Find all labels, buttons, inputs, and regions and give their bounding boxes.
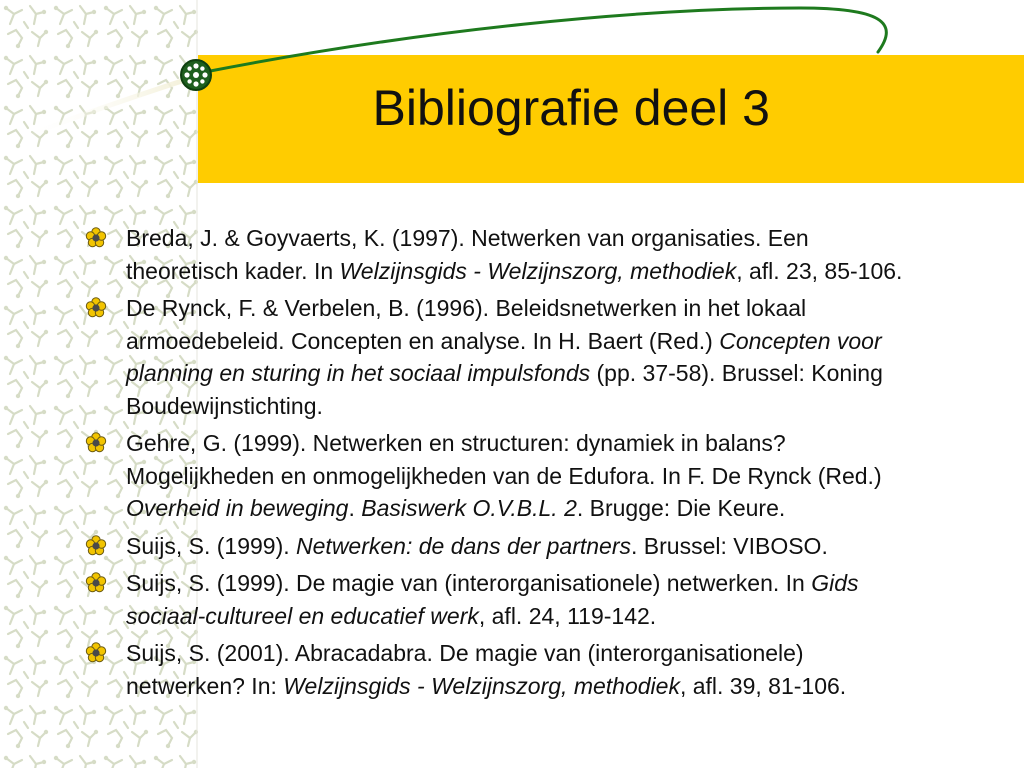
reference-title-italic: Welzijnsgids - Welzijnszorg, methodiek xyxy=(283,672,680,699)
reference-text: , afl. 23, 85-106. xyxy=(736,257,903,284)
yellow-flower-bullet-icon xyxy=(85,432,107,454)
reference-text: (pp. 37-58). Brussel: Koning Boudewijnstichting. xyxy=(126,360,883,419)
reference-title-italic: Netwerken: de dans der partners xyxy=(296,532,631,559)
reference-title-italic: Gids sociaal-cultureel en educatief werk xyxy=(126,570,859,629)
reference-item xyxy=(80,637,920,702)
reference-title-italic: Welzijnsgids - Welzijnszorg, methodiek xyxy=(339,257,737,284)
reference-title-italic: Basiswerk O.V.B.L. 2 xyxy=(361,495,577,521)
reference-item xyxy=(80,292,920,422)
reference-text: De Rynck, F. & Verbelen, B. (1996). Beleidsnetwerken in het lokaal armoedebeleid. Concepten en analyse. In H. Baert (Red.) xyxy=(126,295,807,354)
reference-text: , afl. 39, 81-106. xyxy=(679,672,847,699)
yellow-flower-bullet-icon xyxy=(85,227,107,249)
reference-text: , afl. 24, 119-142. xyxy=(478,602,657,629)
reference-text: . xyxy=(348,495,362,521)
reference-title-italic: Concepten voor planning en sturing in het sociaal impulsfonds xyxy=(126,327,882,386)
reference-text: Suijs, S. (1999). De magie van (interorganisationele) netwerken. In xyxy=(126,570,812,596)
reference-title-italic: Overheid in beweging xyxy=(126,495,349,521)
slide-title: Bibliografie deel 3 xyxy=(372,80,770,136)
reference-text: Suijs, S. (2001). Abracadabra. De magie van (interorganisationele) netwerken? In: xyxy=(126,640,804,699)
yellow-flower-bullet-icon xyxy=(85,642,107,664)
reference-text: . Brussel: VIBOSO. xyxy=(631,532,828,559)
yellow-flower-bullet-icon xyxy=(85,572,107,594)
reference-text: Breda, J. & Goyvaerts, K. (1997). Netwerken van organisaties. Een theoretisch kader. In xyxy=(126,225,809,284)
yellow-flower-bullet-icon xyxy=(85,297,107,319)
reference-text: . Brugge: Die Keure. xyxy=(576,495,786,521)
reference-item xyxy=(80,530,920,563)
reference-list xyxy=(80,222,920,707)
reference-item xyxy=(80,222,920,287)
reference-item xyxy=(80,567,920,632)
reference-item xyxy=(80,427,920,525)
reference-text: Suijs, S. (1999). xyxy=(126,532,297,559)
reference-text: Gehre, G. (1999). Netwerken en structuren: dynamiek in balans? Mogelijkheden en onmogelijkheden van de Edufora. In F. De Rynck (Red.) xyxy=(126,430,882,489)
yellow-flower-bullet-icon xyxy=(85,535,107,557)
